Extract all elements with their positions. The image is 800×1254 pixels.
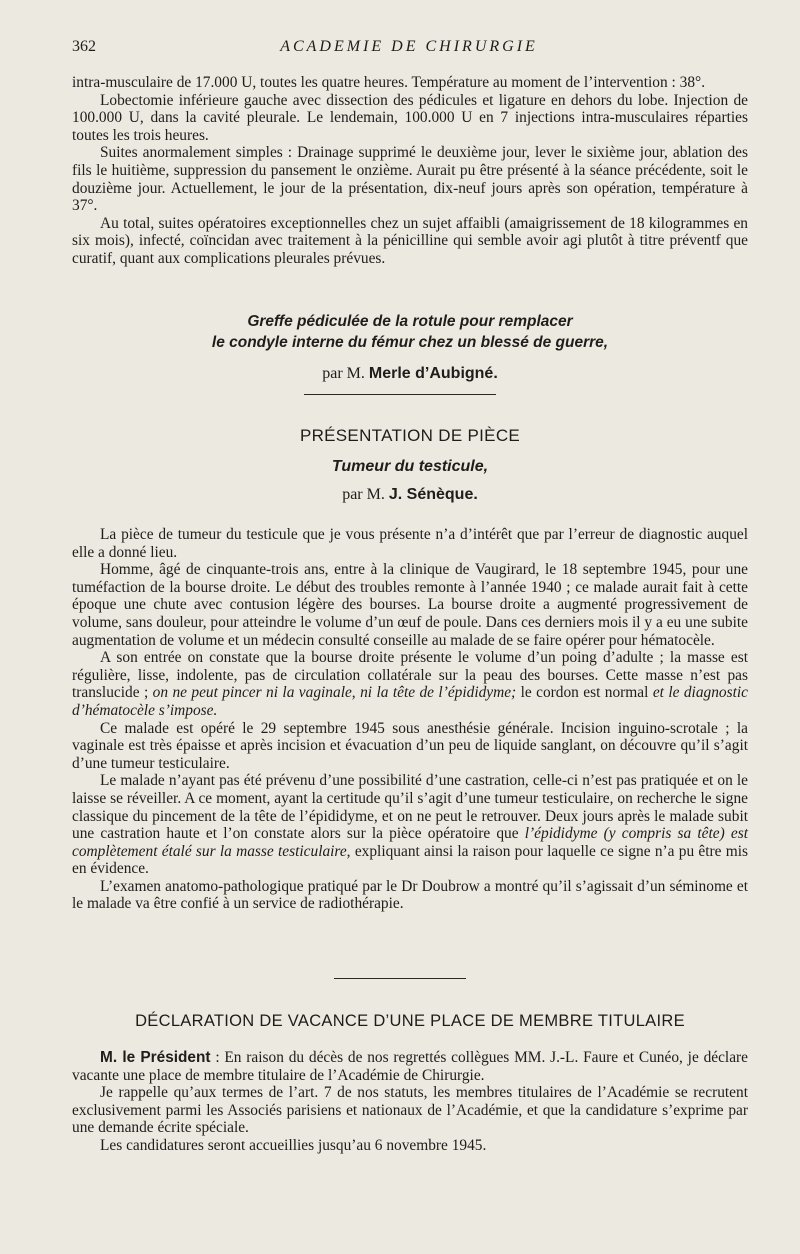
declaration-section [72, 1012, 748, 1155]
paragraph: A son entrée on constate que la bourse droite présente le volume d’un poing d’adulte ; la masse est régulière, lisse, indolente, pas de circulation collatérale sur la peau des bourses. Cette masse n’est pas translucide ; on ne peut pincer ni la vaginale, ni la tête de l’épididyme; le cordon est normal et le diagnostic d’hématocèle s’impose. [72, 649, 748, 719]
paragraph: Au total, suites opératoires exceptionnelles chez un sujet affaibli (amaigrissement de 18 kilogrammes en six mois), infecté, coïncidan avec traitement à la pénicilline qui semble avoir agi plutôt à titre préventf que curatif, quant aux complications pleurales prévues. [72, 214, 748, 267]
section-heading: PRÉSENTATION DE PIÈCE [299, 426, 521, 445]
author-name: J. Sénèque. [388, 486, 478, 503]
article-title-line: le condyle interne du fémur chez un blessé de guerre, [211, 334, 609, 351]
section-heading: DÉCLARATION DE VACANCE D’UNE PLACE DE MEMBRE TITULAIRE [135, 1012, 685, 1030]
section-divider [334, 978, 466, 979]
speaker-label: M. le Président [100, 1049, 211, 1066]
paragraph: Les candidatures seront accueillies jusqu’au 6 novembre 1945. [100, 1136, 487, 1154]
paragraph: L’examen anatomo-pathologique pratiqué par le Dr Doubrow a montré qu’il s’agissait d’un séminome et le malade va être confié à un service de radiothérapie. [72, 877, 748, 913]
greffe-title-block [72, 311, 748, 383]
presentation-body [72, 526, 748, 913]
paragraph: Je rappelle qu’aux termes de l’art. 7 de nos statuts, les membres titulaires de l’Académie se recrutent exclusivement parmi les Associés parisiens et nationaux de l’Académie, et que la candidature s’exprime par une demande écrite spéciale. [72, 1084, 748, 1137]
section-divider [304, 394, 496, 395]
paragraph: Lobectomie inférieure gauche avec dissection des pédicules et ligature en dehors du lobe. Injection de 100.000 U, dans la cavité pleurale. Le lendemain, 100.000 U en 7 injections intra-musculaires réparties toutes les trois heures. [72, 91, 748, 144]
top-paragraphs [72, 74, 748, 268]
paragraph: La pièce de tumeur du testicule que je vous présente n’a d’intérêt que par l’erreur de diagnostic auquel elle a donné lieu. [72, 526, 748, 561]
page-number: 362 [72, 38, 96, 55]
byline: par M. Merle d’Aubigné. [322, 365, 498, 382]
author-name: Merle d’Aubigné. [368, 365, 498, 382]
paragraph: M. le Président : En raison du décès de nos regrettés collègues MM. J.-L. Faure et Cunéo, je déclare vacante une place de membre titulaire de l’Académie de Chirurgie. [72, 1049, 748, 1084]
paragraph: intra-musculaire de 17.000 U, toutes les quatre heures. Température au moment de l’intervention : 38°. [72, 74, 706, 91]
paragraph: Homme, âgé de cinquante-trois ans, entre à la clinique de Vaugirard, le 18 septembre 1945, pour une tuméfaction de la bourse droite. Le début des troubles remonte à l’année 1940 ; ce malade aurait fait à cette époque une chute avec contusion légère des bourses. La bourse droite a augmenté progressivement de volume, sans douleur, pour atteindre le volume d’un œuf de poule. Dans ces derniers mois il y a eu une subite augmentation de volume et un médecin consulté conseille au malade de se faire opérer pour hématocèle. [72, 561, 748, 649]
paragraph: Suites anormalement simples : Drainage supprimé le deuxième jour, lever le sixième jour, ablation des fils le huitième, suppression du pansement le onzième. Aurait pu être présenté à la séance précédente, soit le douzième jour. Actuellement, le jour de la présentation, dix-neuf jours après son opération, température à 37°. [72, 144, 748, 215]
byline: par M. J. Sénèque. [342, 486, 478, 503]
running-title: ACADEMIE DE CHIRURGIE [280, 38, 538, 55]
article-title: Tumeur du testicule, [331, 458, 489, 475]
paragraph: Ce malade est opéré le 29 septembre 1945 sous anesthésie générale. Incision inguino-scrotale ; la vaginale est très épaisse et après incision et évacuation d’un peu de liquide sanglant, on découvre qu’il s’agit d’une tumeur testiculaire. [72, 719, 748, 772]
article-title-line: Greffe pédiculée de la rotule pour remplacer [247, 313, 573, 330]
page-header [72, 38, 746, 60]
paragraph: Le malade n’ayant pas été prévenu d’une possibilité d’une castration, celle-ci n’est pas pratiquée et on le laisse se réveiller. A ce moment, ayant la certitude qu’il s’agit d’une tumeur testiculaire, on recherche le signe classique du pincement de la tête de l’épididyme, et on ne peut le retrouver. Deux jours après le malade subit une castration haute et l’on constate alors sur la pièce opératoire que l’épididyme (y compris sa tête) est complètement étalé sur la masse testiculaire, expliquant ainsi la raison pour laquelle ce signe n’a pu être mis en évidence. [72, 772, 749, 878]
presentation-header [72, 426, 748, 504]
